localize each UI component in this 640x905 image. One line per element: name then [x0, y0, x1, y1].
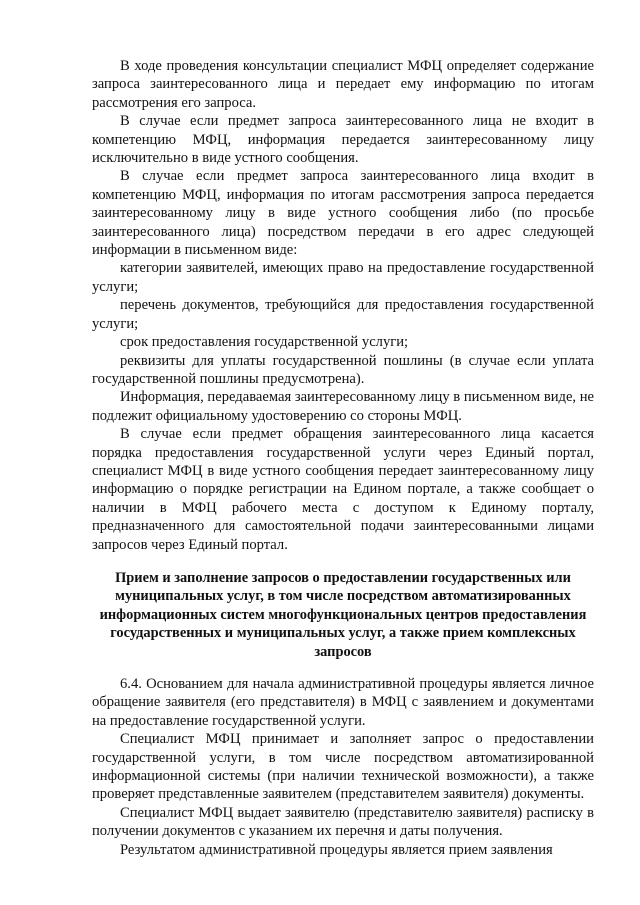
section-heading: Прием и заполнение запросов о предоставлении государственных или муниципальных услуг, в том числе посредством автоматизированных информационных систем многофункциональных центров предоставления государственных и муниципальных услуг, а также прием комплексных запросов	[99, 569, 587, 660]
list-item: реквизиты для уплаты государственной пошлины (в случае если уплата государственной пошлины предусмотрена).	[92, 352, 594, 387]
document-body	[92, 57, 594, 859]
list-item: срок предоставления государственной услуги;	[120, 334, 409, 351]
paragraph: В ходе проведения консультации специалист МФЦ определяет содержание запроса заинтересованного лица и передает ему информацию по итогам рассмотрения его запроса.	[92, 58, 594, 111]
paragraph: В случае если предмет обращения заинтересованного лица касается порядка предоставления государственной услуги через Единый портал, специалист МФЦ в виде устного сообщения передает заинтересованному лицу информацию о порядке регистрации на Едином портале, а также сообщает о наличии в МФЦ рабочего места с доступом к Единому порталу, предназначенного для самостоятельной подачи заинтересованными лицами запросов через Единый портал.	[92, 426, 594, 553]
list-item: перечень документов, требующийся для предоставления государственной услуги;	[92, 297, 594, 332]
paragraph: В случае если предмет запроса заинтересованного лица входит в компетенцию МФЦ, информация по итогам рассмотрения запроса передается заинтересованному лицу в виде устного сообщения либо (по просьбе заинтересованного лица) посредством передачи в его адрес следующей информации в письменном виде:	[92, 168, 594, 259]
paragraph: Информация, передаваемая заинтересованному лицу в письменном виде, не подлежит официальному удостоверению со стороны МФЦ.	[92, 389, 595, 424]
paragraph: Специалист МФЦ выдает заявителю (представителю заявителя) расписку в получении документов с указанием их перечня и даты получения.	[92, 804, 594, 840]
paragraph: Специалист МФЦ принимает и заполняет запрос о предоставлении государственной услуги, в том числе посредством автоматизированной информационной системы (при наличии технической возможности), а также проверяет представленные заявителем (представителем заявителя) документы.	[92, 731, 594, 803]
list-item: категории заявителей, имеющих право на предоставление государственной услуги;	[92, 260, 594, 295]
paragraph: В случае если предмет запроса заинтересованного лица не входит в компетенцию МФЦ, информация передается заинтересованному лицу исключительно в виде устного сообщения.	[92, 113, 594, 167]
paragraph: 6.4. Основанием для начала административной процедуры является личное обращение заявителя (его представителя) в МФЦ с заявлением и документами на предоставление государственной услуги.	[92, 676, 594, 729]
paragraph: Результатом административной процедуры является прием заявления	[120, 841, 553, 858]
